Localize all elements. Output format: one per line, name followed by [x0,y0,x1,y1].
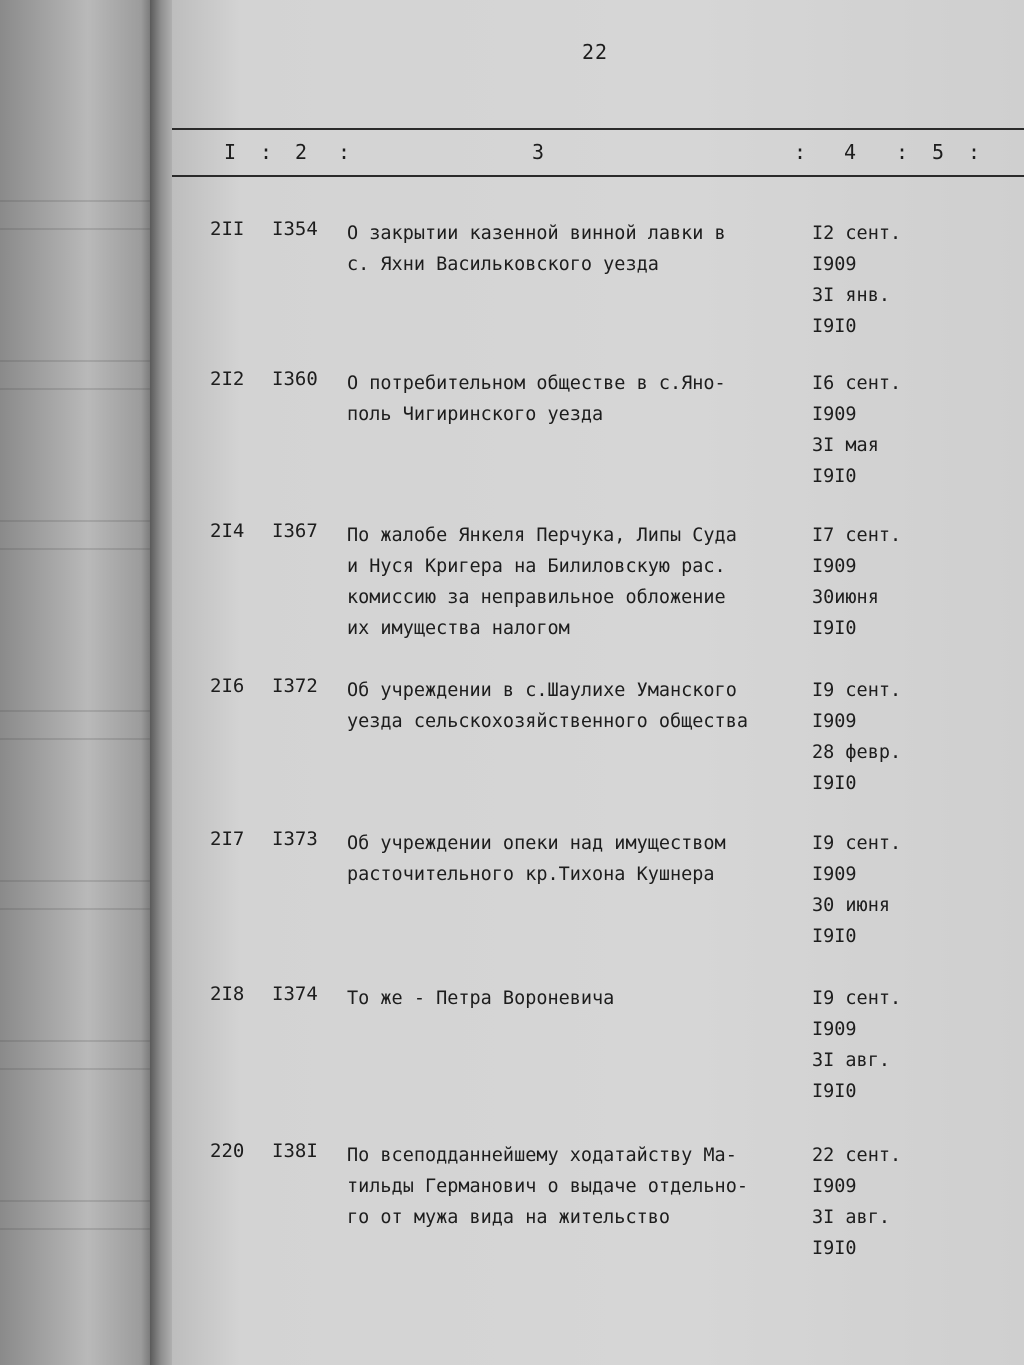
end-date: 3I мая [812,435,879,456]
title-line: уезда сельскохозяйственного общества [347,711,748,732]
entry-code: I360 [272,368,318,390]
end-date: 28 февр. [812,742,902,763]
header-rule-top [172,128,1024,130]
start-date: I2 сент. [812,223,902,244]
column-separator: : [968,140,981,164]
column-header-1: I [224,140,237,164]
end-date: 3I авг. [812,1050,890,1071]
title-line: О потребительном обществе в с.Яно- [347,373,726,394]
end-year: I9I0 [812,773,857,794]
start-year: I909 [812,254,857,275]
column-separator: : [338,140,351,164]
entry-dates [812,675,901,799]
title-line: с. Яхни Васильковского уезда [347,254,659,275]
entry-code: I372 [272,675,318,697]
bleed-through-text [0,870,150,930]
entry-code: I367 [272,520,318,542]
entry-number: 2I4 [210,520,245,542]
title-line: го от мужа вида на жительство [347,1207,671,1228]
title-line: По жалобе Янкеля Перчука, Липы Суда [347,525,737,546]
title-line: тильды Германович о выдаче отдельно- [347,1176,748,1197]
start-year: I909 [812,864,857,885]
title-line: комиссию за неправильное обложение [347,587,726,608]
column-separator: : [896,140,909,164]
end-year: I9I0 [812,618,857,639]
entry-number: 2I8 [210,983,245,1005]
start-date: 22 сент. [812,1145,902,1166]
entry-title [347,983,807,1014]
end-year: I9I0 [812,316,857,337]
start-date: I9 сент. [812,680,902,701]
end-year: I9I0 [812,1238,857,1259]
entry-title [347,1140,807,1233]
page-number: 22 [582,40,609,64]
title-line: расточительного кр.Тихона Кушнера [347,864,715,885]
bleed-through-text [0,350,150,410]
start-date: I6 сент. [812,373,902,394]
end-year: I9I0 [812,926,857,947]
title-line: О закрытии казенной винной лавки в [347,223,726,244]
document-page [172,0,1024,1365]
bleed-through-text [0,1190,150,1250]
start-date: I9 сент. [812,833,902,854]
entry-dates [812,368,901,492]
entry-dates [812,1140,901,1264]
start-year: I909 [812,404,857,425]
table-row [172,828,1024,958]
entry-title [347,520,807,644]
title-line: их имущества налогом [347,618,570,639]
entry-number: 2I6 [210,675,245,697]
left-facing-page [0,0,160,1365]
title-line: То же - Петра Вороневича [347,988,615,1009]
table-row [172,983,1024,1113]
entry-title [347,218,807,280]
end-date: 3I янв. [812,285,890,306]
entry-dates [812,983,901,1107]
end-year: I9I0 [812,1081,857,1102]
bleed-through-text [0,700,150,760]
entry-number: 2I7 [210,828,245,850]
column-header-2: 2 [295,140,308,164]
end-date: 3I авг. [812,1207,890,1228]
entry-code: I38I [272,1140,318,1162]
entry-code: I374 [272,983,318,1005]
start-year: I909 [812,711,857,732]
entry-title [347,828,807,890]
column-separator: : [794,140,807,164]
start-year: I909 [812,1176,857,1197]
end-date: 30 июня [812,895,890,916]
entry-dates [812,828,901,952]
bleed-through-text [0,510,150,570]
entry-number: 2II [210,218,245,240]
table-row [172,368,1024,498]
start-date: I7 сент. [812,525,902,546]
title-line: поль Чигиринского уезда [347,404,604,425]
entry-number: 220 [210,1140,245,1162]
title-line: Об учреждении в с.Шаулихе Уманского [347,680,737,701]
entry-number: 2I2 [210,368,245,390]
entry-dates [812,218,901,342]
title-line: По всеподданнейшему ходатайству Ма- [347,1145,737,1166]
table-row [172,520,1024,650]
column-separator: : [260,140,273,164]
table-row [172,1140,1024,1270]
column-header-5: 5 [932,140,945,164]
start-year: I909 [812,556,857,577]
column-header-3: 3 [532,140,545,164]
bleed-through-text [0,190,150,250]
entry-dates [812,520,901,644]
title-line: и Нуся Кригера на Билиловскую рас. [347,556,726,577]
table-row [172,675,1024,805]
title-line: Об учреждении опеки над имуществом [347,833,726,854]
end-date: 30июня [812,587,879,608]
entry-title [347,675,807,737]
entry-title [347,368,807,430]
header-rule-bottom [172,175,1024,177]
start-year: I909 [812,1019,857,1040]
bleed-through-text [0,1030,150,1090]
table-row [172,218,1024,348]
end-year: I9I0 [812,466,857,487]
entry-code: I354 [272,218,318,240]
start-date: I9 сент. [812,988,902,1009]
entry-code: I373 [272,828,318,850]
column-header-4: 4 [844,140,857,164]
